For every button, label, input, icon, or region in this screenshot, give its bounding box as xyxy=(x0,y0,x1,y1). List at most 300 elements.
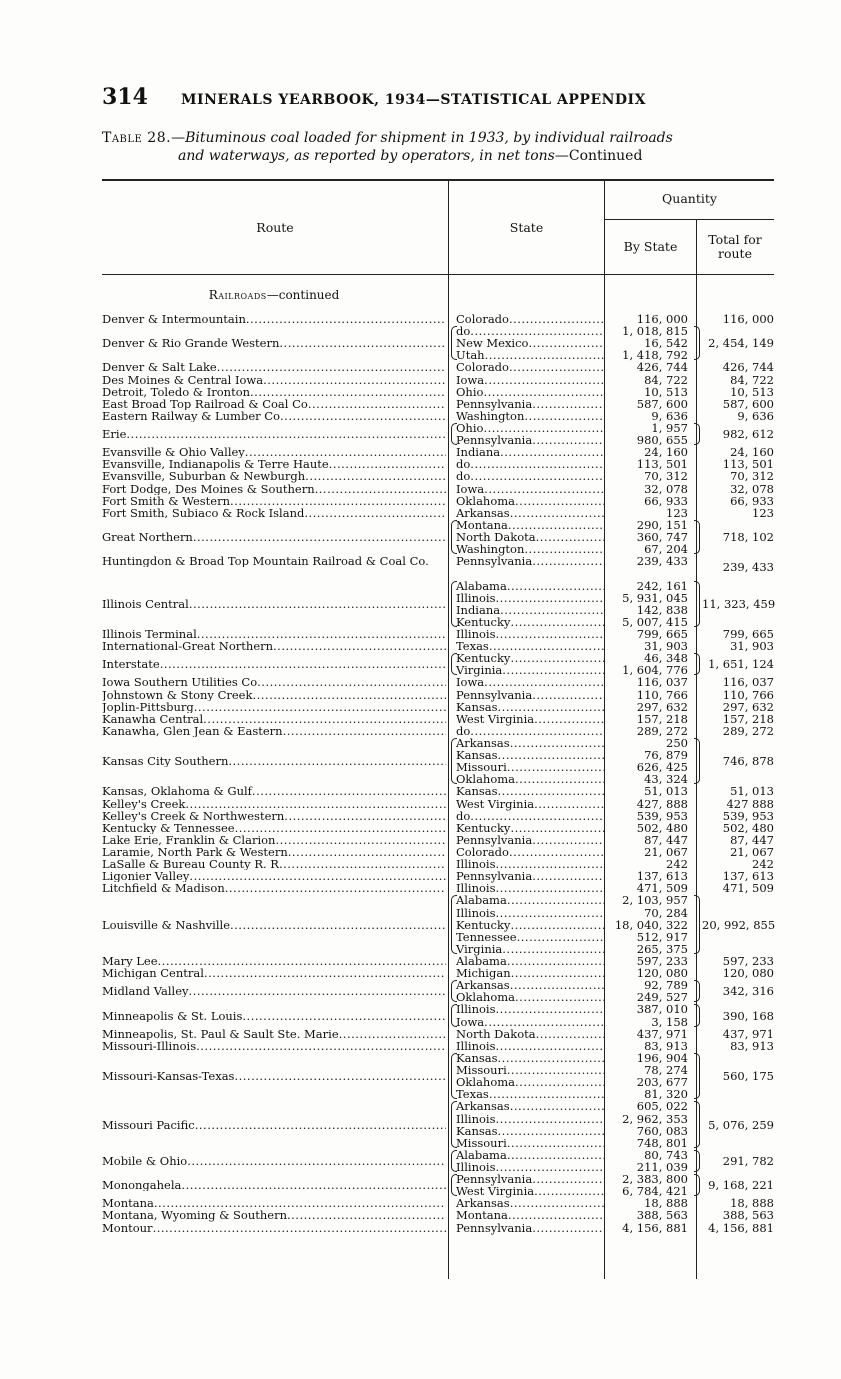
leader-dots xyxy=(534,713,604,725)
by-state-value: 427, 888 xyxy=(636,796,688,811)
by-state-value: 1, 957 xyxy=(651,421,688,436)
table-row xyxy=(102,798,774,810)
leader-dots xyxy=(507,955,604,967)
state-name: do xyxy=(456,324,471,339)
leader-dots xyxy=(510,919,604,931)
left-brace xyxy=(451,738,457,784)
state-line xyxy=(102,1100,774,1112)
by-state-value: 211, 039 xyxy=(636,1159,688,1174)
table-row xyxy=(102,810,774,822)
state-line xyxy=(102,907,774,919)
state-name: Texas xyxy=(456,639,489,654)
by-state-value: 5, 007, 415 xyxy=(622,614,688,629)
state-line xyxy=(102,386,774,398)
route-name: Missouri-Illinois xyxy=(102,1039,197,1052)
state-name: do xyxy=(456,457,471,472)
state-cell xyxy=(456,313,604,325)
table-row xyxy=(102,483,774,495)
leader-dots xyxy=(528,337,604,349)
state-name: West Virginia xyxy=(456,1184,535,1199)
by-state-value: 2, 103, 957 xyxy=(622,893,688,908)
header-by-state: By State xyxy=(623,239,678,254)
route-total: 20, 992, 855 xyxy=(702,917,776,932)
by-state-value: 120, 080 xyxy=(636,966,688,981)
route-total: 982, 612 xyxy=(722,427,774,442)
state-name: Ohio xyxy=(456,384,484,399)
route-total: 388, 563 xyxy=(722,1208,774,1223)
state-name: Montana xyxy=(456,517,508,532)
by-state-value: 360, 747 xyxy=(636,530,688,545)
left-brace xyxy=(451,1150,457,1172)
state-name: Ohio xyxy=(456,421,484,436)
state-name: Kansas xyxy=(456,1050,498,1065)
route-name: Great Northern xyxy=(102,531,193,544)
state-cell xyxy=(456,361,604,373)
route-total: 110, 766 xyxy=(722,687,774,702)
route-total: 291, 782 xyxy=(722,1153,774,1168)
leader-dots xyxy=(510,616,604,628)
route-name: Evansville & Ohio Valley xyxy=(102,446,245,459)
state-line xyxy=(102,1125,774,1137)
leader-dots xyxy=(502,664,604,676)
route-name: Kelley's Creek & Northwestern xyxy=(102,809,285,822)
route-name: Mary Lee xyxy=(102,955,158,968)
table-row xyxy=(102,555,774,579)
route-name: Denver & Intermountain xyxy=(102,313,246,326)
table-row xyxy=(102,894,774,955)
leader-dots xyxy=(498,785,604,797)
state-cell xyxy=(456,785,604,797)
state-cell xyxy=(456,470,604,482)
left-brace xyxy=(451,520,457,554)
by-state-value: 157, 218 xyxy=(636,711,688,726)
route-total: 116, 000 xyxy=(722,312,774,326)
by-state-value: 46, 348 xyxy=(644,651,688,666)
state-cell xyxy=(456,495,604,507)
state-name: Indiana xyxy=(456,602,501,617)
by-state-value: 2, 383, 800 xyxy=(622,1172,688,1187)
route-total: 9, 168, 221 xyxy=(708,1178,774,1193)
state-name: Colorado xyxy=(456,360,509,375)
route-total: 87, 447 xyxy=(730,832,774,847)
state-line xyxy=(102,1028,774,1040)
state-cell xyxy=(456,592,604,604)
by-state-value: 587, 600 xyxy=(636,396,688,411)
state-name: Montana xyxy=(456,1208,508,1223)
route-total: 746, 878 xyxy=(722,754,774,769)
state-line xyxy=(102,1003,774,1015)
leader-dots xyxy=(532,398,604,410)
state-cell xyxy=(456,1209,604,1221)
route-name: Eastern Railway & Lumber Co xyxy=(102,409,281,423)
route-total: 560, 175 xyxy=(722,1069,774,1084)
leader-dots xyxy=(470,458,604,470)
by-state-value: 512, 917 xyxy=(636,929,688,944)
leader-dots xyxy=(534,798,604,810)
by-state-value: 9, 636 xyxy=(651,408,688,423)
header-state: State xyxy=(509,220,544,235)
state-name: Iowa xyxy=(456,675,485,690)
leader-dots xyxy=(484,1016,604,1028)
route-total: 24, 160 xyxy=(730,445,774,460)
route-name: International-Great Northern xyxy=(102,640,274,653)
by-state-value: 437, 971 xyxy=(636,1026,688,1041)
state-name: Illinois xyxy=(456,590,496,605)
by-state-value: 1, 418, 792 xyxy=(622,348,688,363)
route-name: Illinois Terminal xyxy=(102,627,197,641)
table-caption xyxy=(102,129,782,165)
route-name: Huntingdon & Broad Top Mountain Railroad & Coal Co. xyxy=(102,555,429,568)
by-state-value: 387, 010 xyxy=(636,1002,688,1017)
route-total: 70, 312 xyxy=(730,469,774,484)
route-total: 9, 636 xyxy=(737,408,774,423)
route-name: Missouri Pacific xyxy=(102,1118,195,1131)
right-brace xyxy=(694,1004,700,1026)
state-name: Pennsylvania xyxy=(456,687,533,702)
route-total: 51, 013 xyxy=(730,784,774,799)
table-row xyxy=(102,979,774,1003)
route-total: 18, 888 xyxy=(730,1196,774,1211)
route-name: Midland Valley xyxy=(102,985,189,998)
state-name: do xyxy=(456,723,471,738)
route-name: East Broad Top Railroad & Coal Co xyxy=(102,397,308,410)
state-cell xyxy=(456,1003,604,1015)
state-name: Illinois xyxy=(456,1002,496,1017)
by-state-value: 24, 160 xyxy=(644,445,688,460)
route-total: 427 888 xyxy=(726,796,774,811)
route-total: 718, 102 xyxy=(722,530,774,545)
state-name: Illinois xyxy=(456,1111,496,1126)
left-brace xyxy=(451,980,457,1002)
by-state-value: 388, 563 xyxy=(636,1208,688,1223)
by-state-value: 297, 632 xyxy=(636,699,688,714)
route-name: Ligonier Valley xyxy=(102,870,190,883)
route-name: Montana xyxy=(102,1197,154,1210)
state-line xyxy=(102,495,774,507)
state-cell xyxy=(456,894,604,906)
state-name: Texas xyxy=(456,1087,489,1102)
by-state-value: 32, 078 xyxy=(644,481,688,496)
route-total: 597, 233 xyxy=(722,954,774,969)
by-state-value: 5, 931, 045 xyxy=(622,590,688,605)
state-name: Pennsylvania xyxy=(456,433,533,448)
state-name: Washington xyxy=(456,408,525,423)
state-name: do xyxy=(456,469,471,484)
table-row xyxy=(102,519,774,555)
state-name: Arkansas xyxy=(456,1099,510,1114)
by-state-value: 748, 801 xyxy=(636,1135,688,1150)
table-row xyxy=(102,785,774,797)
quantity-rule xyxy=(604,219,774,220)
by-state-value: 471, 509 xyxy=(636,881,688,896)
route-name: Illinois Central xyxy=(102,597,189,610)
state-name: Kentucky xyxy=(456,917,511,932)
route-name: Mobile & Ohio xyxy=(102,1154,188,1168)
table-row xyxy=(102,422,774,446)
route-name: Denver & Salt Lake xyxy=(102,361,217,374)
leader-dots xyxy=(498,701,604,713)
route-name: Detroit, Toledo & Ironton xyxy=(102,385,251,398)
route-name: Denver & Rio Grande Western xyxy=(102,337,280,350)
route-total: 239, 433 xyxy=(722,560,774,575)
route-name: Iowa Southern Utilities Co xyxy=(102,676,258,689)
by-state-value: 84, 722 xyxy=(644,372,688,387)
route-total: 471, 509 xyxy=(722,881,774,896)
running-title: MINERALS YEARBOOK, 1934—STATISTICAL APPENDIX xyxy=(181,92,646,108)
by-state-value: 78, 274 xyxy=(644,1063,688,1078)
state-name: Tennessee xyxy=(456,929,517,944)
route-total: 1, 651, 124 xyxy=(708,657,774,672)
table-row xyxy=(102,689,774,701)
left-brace xyxy=(451,1101,457,1147)
leader-dots xyxy=(509,846,604,858)
leader-dots xyxy=(496,907,605,919)
route-total: 342, 316 xyxy=(722,984,774,999)
by-state-value: 18, 040, 322 xyxy=(614,917,688,932)
route-name: Montana, Wyoming & Southern xyxy=(102,1209,287,1222)
state-name: Oklahoma xyxy=(456,493,516,508)
state-name: Virginia xyxy=(456,663,503,678)
state-line xyxy=(102,894,774,906)
route-name: Litchfield & Madison xyxy=(102,882,225,895)
route-total: 21, 067 xyxy=(730,844,774,859)
route-name: Montour xyxy=(102,1221,153,1234)
right-brace xyxy=(694,520,700,554)
leader-dots xyxy=(507,580,604,592)
route-name: Interstate xyxy=(102,658,160,671)
route-name: Kansas City Southern xyxy=(102,755,229,768)
caption-dash: — xyxy=(171,130,186,146)
route-name: Fort Dodge, Des Moines & Southern xyxy=(102,482,315,495)
state-name: Alabama xyxy=(456,1147,507,1162)
state-name: Iowa xyxy=(456,1014,485,1029)
route-total: 116, 037 xyxy=(722,675,774,690)
state-name: Iowa xyxy=(456,372,485,387)
table-row xyxy=(102,1100,774,1148)
leader-dots xyxy=(507,1149,604,1161)
table-row xyxy=(102,1052,774,1100)
state-name: New Mexico xyxy=(456,336,529,351)
left-brace xyxy=(451,423,457,445)
route-total: 137, 613 xyxy=(722,869,774,884)
by-state-value: 597, 233 xyxy=(636,954,688,969)
state-line xyxy=(102,676,774,688)
state-name: Michigan xyxy=(456,966,511,981)
route-name: Minneapolis & St. Louis xyxy=(102,1009,243,1022)
leader-dots xyxy=(496,1040,605,1052)
state-cell xyxy=(456,446,604,458)
table-row xyxy=(102,386,774,398)
state-name: Oklahoma xyxy=(456,772,516,787)
right-brace xyxy=(694,653,700,675)
leader-dots xyxy=(510,652,604,664)
left-brace xyxy=(451,326,457,360)
by-state-value: 605, 022 xyxy=(636,1099,688,1114)
header-route: Route xyxy=(256,220,294,235)
route-name: Monongahela xyxy=(102,1179,182,1192)
by-state-value: 51, 013 xyxy=(644,784,688,799)
route-total: 10, 513 xyxy=(730,384,774,399)
by-state-value: 6, 784, 421 xyxy=(622,1184,688,1199)
state-name: Pennsylvania xyxy=(456,396,533,411)
state-name: Illinois xyxy=(456,881,496,896)
leader-dots xyxy=(498,1125,604,1137)
by-state-value: 87, 447 xyxy=(644,832,688,847)
leader-dots xyxy=(470,810,604,822)
state-name: Arkansas xyxy=(456,505,510,520)
route-total: 2, 454, 149 xyxy=(708,336,774,351)
route-total: 113, 501 xyxy=(722,457,774,472)
leader-dots xyxy=(496,592,605,604)
state-line xyxy=(102,470,774,482)
by-state-value: 70, 284 xyxy=(644,905,688,920)
state-line xyxy=(102,1222,774,1234)
state-cell xyxy=(456,1100,604,1112)
route-total: 84, 722 xyxy=(730,372,774,387)
state-name: Illinois xyxy=(456,626,496,641)
by-state-value: 137, 613 xyxy=(636,869,688,884)
by-state-value: 110, 766 xyxy=(636,687,688,702)
right-brace xyxy=(694,581,700,627)
table-row xyxy=(102,361,774,373)
state-name: Missouri xyxy=(456,760,507,775)
leader-dots xyxy=(515,991,604,1003)
state-name: Missouri xyxy=(456,1135,507,1150)
leader-dots xyxy=(502,943,604,955)
by-state-value: 250 xyxy=(666,735,688,750)
leader-dots xyxy=(509,313,604,325)
leader-dots xyxy=(496,628,605,640)
route-total: 120, 080 xyxy=(722,966,774,981)
by-state-value: 76, 879 xyxy=(644,748,688,763)
state-name: Kansas xyxy=(456,748,498,763)
state-name: Illinois xyxy=(456,1038,496,1053)
state-line xyxy=(102,701,774,713)
route-total: 66, 933 xyxy=(730,493,774,508)
state-name: Pennsylvania xyxy=(456,832,533,847)
by-state-value: 2, 962, 353 xyxy=(622,1111,688,1126)
state-name: Kansas xyxy=(456,699,498,714)
by-state-value: 3, 158 xyxy=(651,1014,688,1029)
route-name: Evansville, Indianapolis & Terre Haute xyxy=(102,458,329,471)
by-state-value: 67, 204 xyxy=(644,542,688,557)
state-cell xyxy=(456,1113,604,1125)
right-brace xyxy=(694,1101,700,1147)
state-name: Virginia xyxy=(456,941,503,956)
state-line xyxy=(102,1016,774,1028)
state-cell xyxy=(456,1016,604,1028)
leader-dots xyxy=(484,676,604,688)
right-brace xyxy=(694,1053,700,1099)
state-line xyxy=(102,1113,774,1125)
state-line xyxy=(102,374,774,386)
left-brace xyxy=(451,1053,457,1099)
state-name: Missouri xyxy=(456,1063,507,1078)
table-row xyxy=(102,1003,774,1027)
state-name: Pennsylvania xyxy=(456,554,533,569)
route-total: 289, 272 xyxy=(722,723,774,738)
by-state-value: 113, 501 xyxy=(636,457,688,472)
state-name: Pennsylvania xyxy=(456,1172,533,1187)
state-name: Alabama xyxy=(456,893,507,908)
by-state-value: 980, 655 xyxy=(636,433,688,448)
state-name: Oklahoma xyxy=(456,1075,516,1090)
leader-dots xyxy=(507,894,604,906)
state-cell xyxy=(456,580,604,592)
leader-dots xyxy=(515,773,604,785)
state-name: Indiana xyxy=(456,445,501,460)
state-name: Washington xyxy=(456,542,525,557)
state-name: Illinois xyxy=(456,857,496,872)
state-cell xyxy=(456,483,604,495)
state-name: Arkansas xyxy=(456,1196,510,1211)
state-name: Arkansas xyxy=(456,978,510,993)
leader-dots xyxy=(484,374,604,386)
route-total: 799, 665 xyxy=(722,626,774,641)
state-cell xyxy=(456,713,604,725)
by-state-value: 196, 904 xyxy=(636,1050,688,1065)
by-state-value: 502, 480 xyxy=(636,820,688,835)
table-row xyxy=(102,325,774,361)
right-brace xyxy=(694,1150,700,1172)
by-state-value: 539, 953 xyxy=(636,808,688,823)
caption-suffix: —Continued xyxy=(554,148,643,164)
leader-dots xyxy=(500,604,604,616)
route-total: 123 xyxy=(752,505,774,520)
table-row xyxy=(102,580,774,628)
leader-dots xyxy=(498,749,604,761)
by-state-value: 66, 933 xyxy=(644,493,688,508)
route-total: 539, 953 xyxy=(722,808,774,823)
route-name: Joplin-Pittsburg xyxy=(102,700,194,713)
state-name: North Dakota xyxy=(456,530,536,545)
by-state-value: 626, 425 xyxy=(636,760,688,775)
route-total: 242 xyxy=(752,857,774,872)
leader-dots xyxy=(484,483,604,495)
right-brace xyxy=(694,326,700,360)
leader-dots xyxy=(507,1137,604,1149)
state-line xyxy=(102,567,774,579)
table-row xyxy=(102,1222,774,1234)
leader-dots xyxy=(517,931,604,943)
route-total: 390, 168 xyxy=(722,1008,774,1023)
section-label: Railroads xyxy=(208,288,267,302)
right-brace xyxy=(694,423,700,445)
table-row xyxy=(102,374,774,386)
state-line xyxy=(102,785,774,797)
state-line xyxy=(102,919,774,931)
leader-dots xyxy=(515,495,604,507)
route-total: 5, 076, 259 xyxy=(708,1117,774,1132)
by-state-value: 1, 018, 815 xyxy=(622,324,688,339)
route-name: Michigan Central xyxy=(102,967,204,980)
leader-dots xyxy=(511,967,604,979)
route-name: Evansville, Suburban & Newburgh xyxy=(102,470,306,483)
route-total: 31, 903 xyxy=(730,639,774,654)
by-state-value: 16, 542 xyxy=(644,336,688,351)
table-row xyxy=(102,737,774,785)
by-state-value: 83, 913 xyxy=(644,1038,688,1053)
route-name: Lake Erie, Franklin & Clarion xyxy=(102,833,276,846)
state-line xyxy=(102,580,774,592)
table-top-rule xyxy=(102,179,774,181)
table-row xyxy=(102,701,774,713)
caption-text-line2: and waterways, as reported by operators, in net tons xyxy=(178,148,555,164)
leader-dots xyxy=(496,1003,605,1015)
state-cell xyxy=(456,1125,604,1137)
state-name: Pennsylvania xyxy=(456,1220,533,1235)
state-name: North Dakota xyxy=(456,1026,536,1041)
